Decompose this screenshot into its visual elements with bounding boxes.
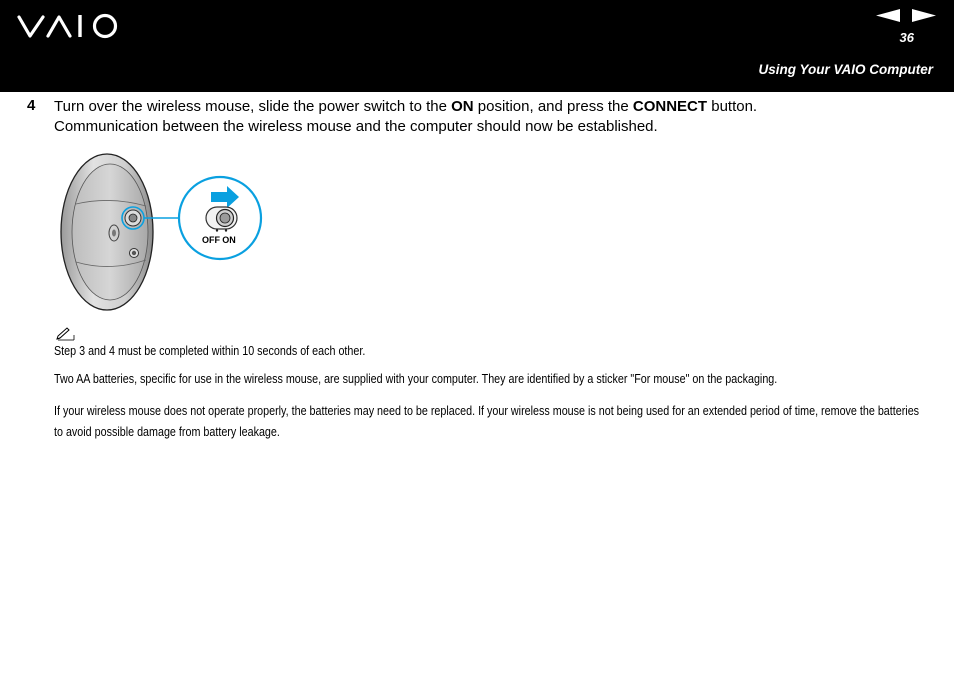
previous-page-icon[interactable]	[876, 9, 900, 22]
connect-label-bold: CONNECT	[632, 98, 708, 115]
step-text-part: button.	[707, 98, 758, 115]
on-label-bold: ON	[451, 98, 474, 115]
battery-replacement-paragraph: If your wireless mouse does not operate properly, the batteries may need to be replaced. If your wireless mouse is not being used for an extended period of time, remove the batteries to avoid possible damage from battery leakage.	[54, 404, 920, 439]
batteries-paragraph: Two AA batteries, specific for use in the wireless mouse, are supplied with your computer. They are identified by a sticker "For mouse" on the packaging.	[54, 372, 778, 386]
vaio-logo	[17, 10, 121, 40]
off-label: OFF	[202, 235, 220, 245]
page-nav	[876, 9, 936, 23]
step-number: 4	[27, 97, 36, 114]
on-label: ON	[222, 235, 236, 245]
section-title: Using Your VAIO Computer	[758, 62, 933, 77]
next-page-icon[interactable]	[912, 9, 936, 22]
step-text-part: Turn over the wireless mouse, slide the power switch to the	[54, 98, 452, 115]
step-text-part: position, and press the	[473, 98, 633, 115]
pencil-note-icon	[55, 327, 75, 341]
mouse-illustration	[54, 150, 269, 315]
note-text: Step 3 and 4 must be completed within 10 seconds of each other.	[54, 344, 366, 358]
switch-zoom-icon	[179, 177, 261, 259]
mouse-body-icon	[61, 154, 153, 310]
step-instructions	[54, 97, 934, 137]
page-header	[0, 0, 954, 92]
page-number: 36	[899, 30, 914, 45]
step-text-part: Communication between the wireless mouse and the computer should now be established.	[54, 118, 658, 135]
